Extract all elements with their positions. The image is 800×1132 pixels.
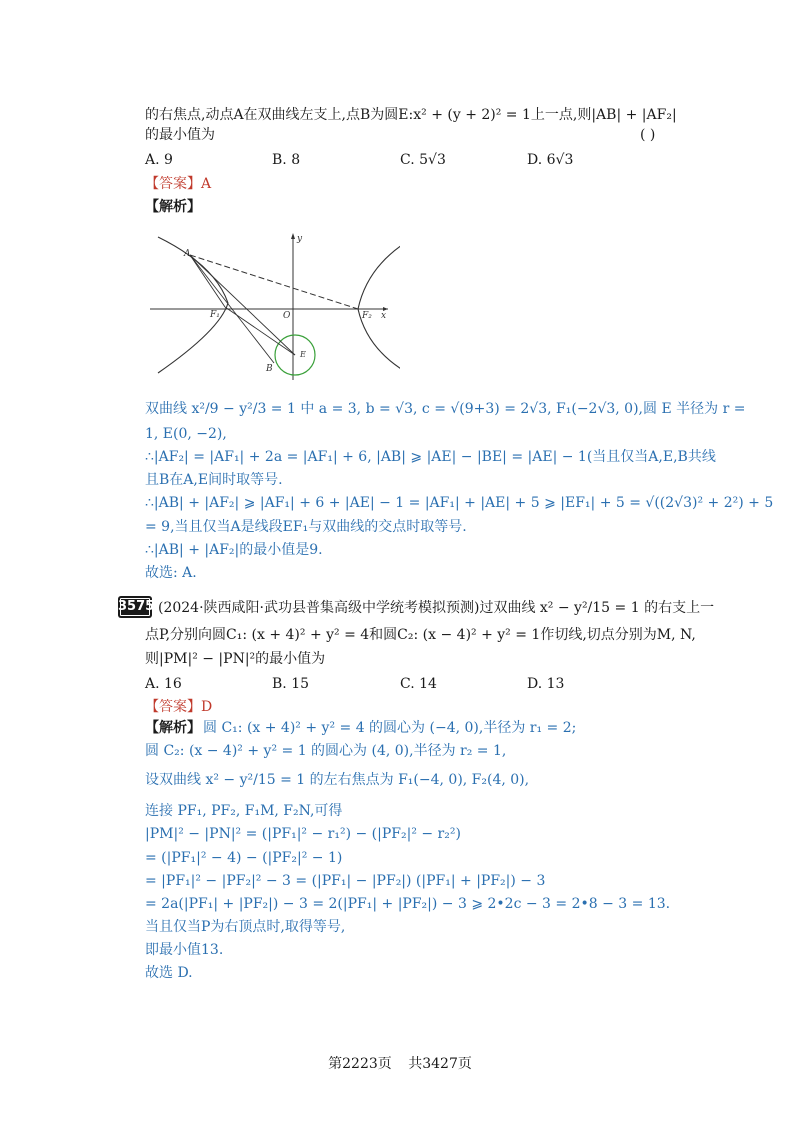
- label-f1: F₁: [210, 310, 220, 320]
- q1-stem-line2: 的最小值为: [145, 127, 215, 143]
- label-x: x: [381, 311, 387, 321]
- label-f2: F₂: [362, 311, 372, 321]
- q2-solution-line5: |PM|² − |PN|² = (|PF₁|² − r₁²) − (|PF₂|² − r₂²): [145, 826, 461, 842]
- page-total: 共3427页: [408, 1056, 472, 1072]
- segment-ae: [190, 255, 295, 355]
- q1-solution-line3: ∴|AF₂| = |AF₁| + 2a = |AF₁| + 6, |AB| ⩾ |AE| − |BE| = |AE| − 1(当且仅当A,E,B共线: [145, 449, 716, 465]
- label-y: y: [297, 234, 303, 244]
- q1-solution-line5: ∴|AB| + |AF₂| ⩾ |AF₁| + 6 + |AE| − 1 = |AF₁| + |AE| + 5 ⩾ |EF₁| + 5 = √((2√3)² + 2²) + 5: [145, 495, 774, 511]
- q2-option-c: C. 14: [400, 676, 437, 692]
- q2-solution-line10: 即最小值13.: [145, 942, 224, 958]
- q2-solution-line8: = 2a(|PF₁| + |PF₂|) − 3 = 2(|PF₁| + |PF₂|) − 3 ⩾ 2•2c − 3 = 2•8 − 3 = 13.: [145, 896, 671, 912]
- q1-solution-line6: = 9,当且仅当A是线段EF₁与双曲线的交点时取等号.: [145, 519, 467, 535]
- q2-solution-line3: 设双曲线 x² − y²/15 = 1 的左右焦点为 F₁(−4, 0), F₂(4, 0),: [145, 772, 530, 788]
- q2-stem-line3: 则|PM|² − |PN|²的最小值为: [145, 651, 326, 667]
- page-number: 第2223页: [328, 1056, 392, 1072]
- q1-solution-line1: 双曲线 x²/9 − y²/3 = 1 中 a = 3, b = √3, c = √(9+3) = 2√3, F₁(−2√3, 0),圆 E 半径为 r =: [145, 401, 746, 417]
- label-b: B: [266, 364, 273, 374]
- q2-solution-line7: = |PF₁|² − |PF₂|² − 3 = (|PF₁| − |PF₂|) (|PF₁| + |PF₂|) − 3: [145, 873, 546, 889]
- q1-option-a: A. 9: [145, 152, 173, 168]
- hyperbola-right-branch: [358, 237, 400, 377]
- q1-option-b: B. 8: [272, 152, 301, 168]
- label-o: O: [283, 311, 291, 321]
- question-number-badge: 3575: [118, 596, 152, 618]
- q2-solution-line1: 圆 C₁: (x + 4)² + y² = 4 的圆心为 (−4, 0),半径为 r₁ = 2;: [203, 720, 577, 736]
- q1-stem-line1: 的右焦点,动点A在双曲线左支上,点B为圆E:x² + (y + 2)² = 1上一点,则|AB| + |AF₂|: [145, 107, 677, 123]
- q1-analysis-label: 【解析】: [145, 199, 201, 215]
- q2-analysis-label: 【解析】: [145, 720, 201, 736]
- segment-af2: [190, 255, 358, 309]
- q1-solution-line4: 且B在A,E间时取等号.: [145, 472, 283, 488]
- q1-solution-line7: ∴|AB| + |AF₂|的最小值是9.: [145, 542, 323, 558]
- q2-solution-line6: = (|PF₁|² − 4) − (|PF₂|² − 1): [145, 850, 343, 866]
- page-footer: [0, 1053, 800, 1073]
- q2-stem-line2: 点P,分别向圆C₁: (x + 4)² + y² = 4和圆C₂: (x − 4)² + y² = 1作切线,切点分别为M, N,: [145, 627, 696, 643]
- label-e: E: [300, 350, 306, 359]
- hyperbola-figure: [140, 225, 400, 385]
- q1-solution-line2: 1, E(0, −2),: [145, 426, 227, 442]
- q1-solution-line8: 故选: A.: [145, 565, 197, 581]
- q2-option-a: A. 16: [145, 676, 182, 692]
- label-a: A: [184, 249, 191, 259]
- q2-stem-line1: (2024·陕西咸阳·武功县普集高级中学统考模拟预测)过双曲线 x² − y²/15 = 1 的右支上一: [158, 600, 715, 616]
- q1-option-c: C. 5√3: [400, 152, 446, 168]
- q1-answer: 【答案】A: [145, 176, 212, 192]
- q2-solution-line11: 故选 D.: [145, 965, 193, 981]
- q2-solution-line9: 当且仅当P为右顶点时,取得等号,: [145, 919, 346, 935]
- q2-option-b: B. 15: [272, 676, 310, 692]
- y-axis-arrow: [291, 233, 295, 239]
- q1-option-d: D. 6√3: [527, 152, 574, 168]
- q2-answer: 【答案】D: [145, 699, 213, 715]
- q2-solution-line2: 圆 C₂: (x − 4)² + y² = 1 的圆心为 (4, 0),半径为 r₂ = 1,: [145, 743, 507, 759]
- q1-answer-paren: ( ): [640, 127, 656, 143]
- q2-option-d: D. 13: [527, 676, 565, 692]
- segment-af1: [190, 255, 225, 307]
- q2-solution-line4: 连接 PF₁, PF₂, F₁M, F₂N,可得: [145, 803, 343, 819]
